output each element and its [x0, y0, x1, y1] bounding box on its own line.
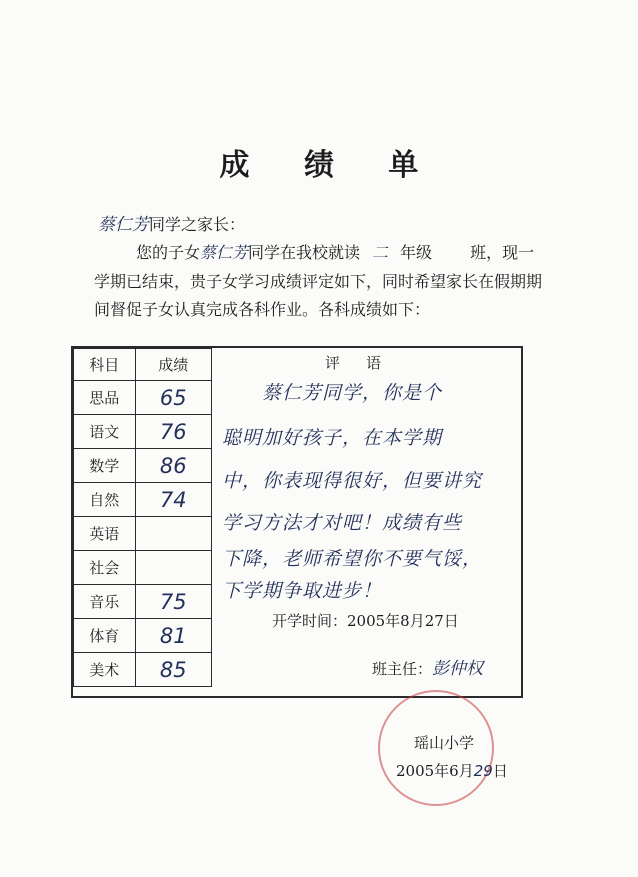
remark-line: 蔡仁芳同学，你是个 — [262, 382, 443, 404]
score-cell — [135, 551, 211, 585]
remark-line: 中，你表现得很好，但要讲究 — [222, 470, 483, 492]
score-value: 85 — [159, 657, 187, 682]
table-header-row — [74, 349, 212, 381]
body-line-3: 间督促子女认真完成各科作业。各科成绩如下： — [94, 300, 431, 319]
subject-cell: 英语 — [74, 517, 136, 551]
table-row — [74, 415, 212, 449]
body-text: 同学在我校就读 — [248, 243, 361, 262]
grades-table — [73, 348, 212, 687]
score-value: 75 — [159, 589, 187, 614]
subject-header: 科目 — [74, 349, 136, 381]
table-row — [74, 551, 212, 585]
issue-date — [396, 760, 508, 781]
score-cell — [135, 449, 211, 483]
teacher-signature-line — [372, 654, 483, 679]
table-row — [74, 381, 212, 415]
school-name: 瑶山小学 — [414, 734, 475, 752]
score-value: 86 — [159, 453, 187, 478]
student-name-handwritten: 蔡仁芳 — [98, 215, 149, 235]
table-row — [74, 483, 212, 517]
remark-line: 下学期争取进步！ — [222, 580, 383, 602]
subject-cell: 语文 — [74, 415, 136, 449]
remark-line: 聪明加好孩子，在本学期 — [222, 427, 443, 449]
body-text: 您的子女 — [136, 243, 201, 262]
score-cell — [135, 653, 211, 687]
subject-cell: 自然 — [74, 483, 136, 517]
teacher-label: 班主任： — [372, 660, 433, 678]
student-name-inline: 蔡仁芳 — [200, 243, 249, 262]
body-text: 班，现一 — [470, 243, 535, 262]
table-row — [74, 653, 212, 687]
teacher-signature: 彭仲权 — [432, 659, 484, 679]
remark-line: 下降，老师希望你不要气馁， — [222, 548, 483, 570]
score-cell — [135, 415, 211, 449]
score-cell — [135, 619, 211, 653]
date-prefix: 2005年6月 — [396, 762, 474, 780]
remark-line: 学习方法才对吧！成绩有些 — [222, 512, 463, 534]
subject-cell: 数学 — [74, 449, 136, 483]
subject-cell: 音乐 — [74, 585, 136, 619]
body-text: 年级 — [400, 243, 433, 262]
score-value: 74 — [159, 487, 187, 512]
subject-cell: 社会 — [74, 551, 136, 585]
score-cell — [135, 381, 211, 415]
subject-cell: 思品 — [74, 381, 136, 415]
table-row — [74, 585, 212, 619]
subject-cell: 体育 — [74, 619, 136, 653]
grade-value: 二 — [372, 243, 389, 262]
table-row — [74, 517, 212, 551]
score-header: 成绩 — [135, 349, 211, 381]
body-line-1 — [136, 240, 534, 263]
subject-cell: 美术 — [74, 653, 136, 687]
table-row — [74, 619, 212, 653]
date-day-handwritten: 29 — [473, 762, 493, 780]
score-cell — [135, 483, 211, 517]
body-line-2: 学期已结束，贵子女学习成绩评定如下，同时希望家长在假期期 — [94, 272, 543, 291]
score-value: 65 — [159, 385, 187, 410]
score-value: 76 — [159, 419, 187, 444]
table-row — [74, 449, 212, 483]
date-suffix: 日 — [492, 762, 508, 780]
score-cell — [135, 585, 211, 619]
salutation-suffix: 同学之家长： — [149, 215, 246, 234]
start-date: 开学时间：2005年8月27日 — [272, 612, 459, 630]
document-title: 成 绩 单 — [219, 148, 441, 183]
salutation — [98, 210, 245, 235]
remarks-header: 评语 — [325, 354, 408, 372]
score-cell — [135, 517, 211, 551]
score-value: 81 — [159, 623, 187, 648]
